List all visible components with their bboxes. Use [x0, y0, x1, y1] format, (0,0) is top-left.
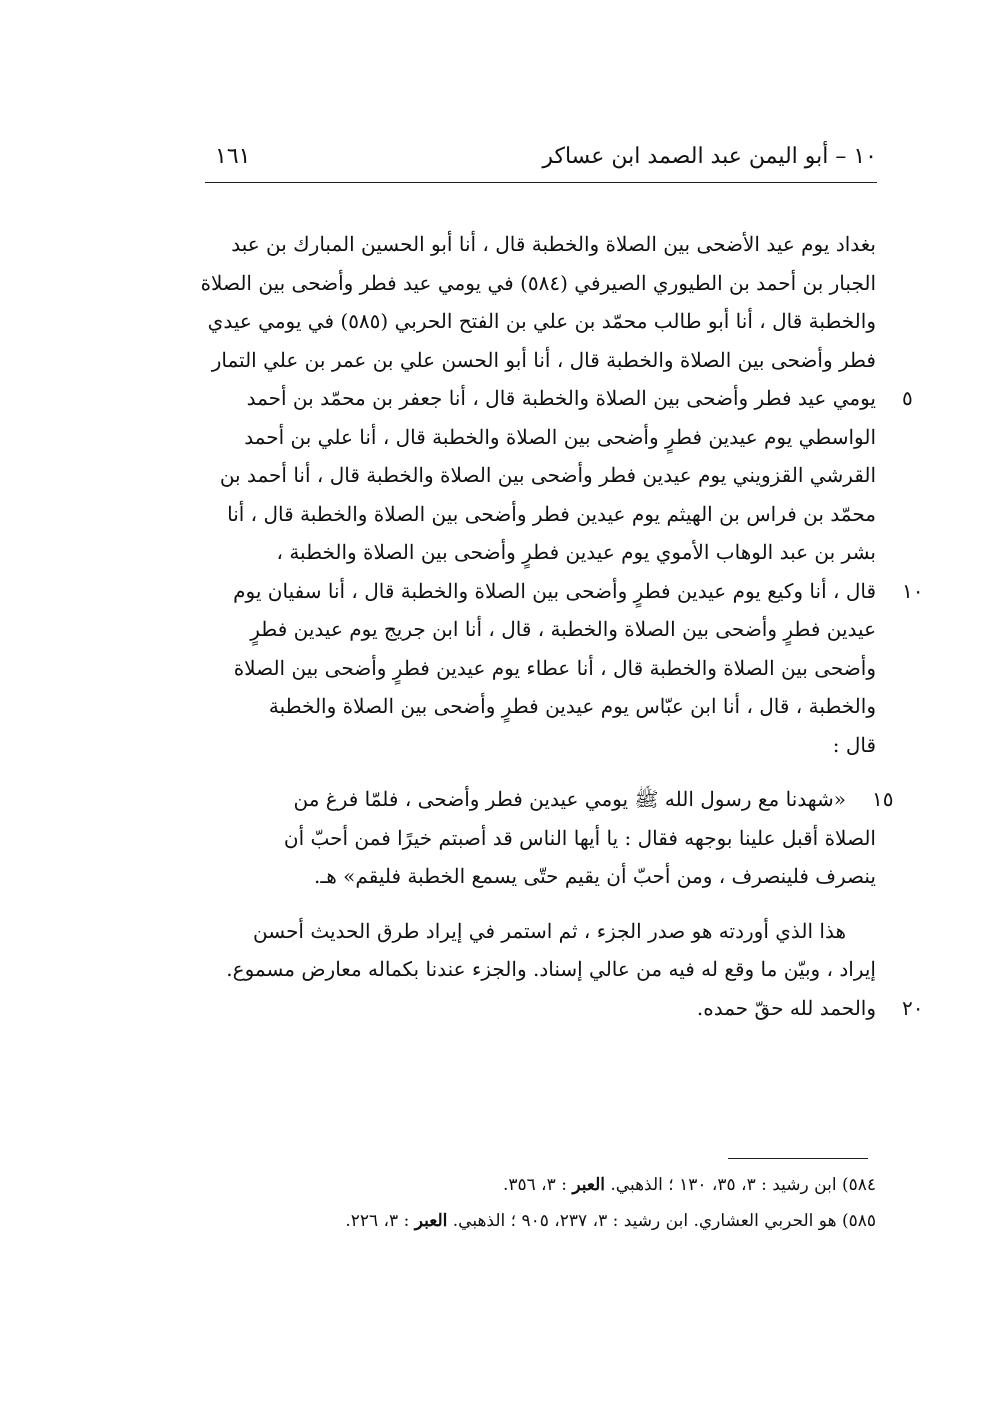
line-text: محمّد بن فراس بن الهيثم يوم عيدين فطر وأضحى بين الصلاة والخطبة قال ، أنا	[227, 501, 876, 526]
footnote-bold-title: العبر	[414, 1211, 448, 1231]
line-text: بغداد يوم عيد الأضحى بين الصلاة والخطبة قال ، أنا أبو الحسين المبارك بن عبد	[231, 232, 876, 256]
footnote-585	[240, 1203, 876, 1239]
body-text	[200, 225, 924, 1027]
line-text: قال :	[832, 732, 876, 757]
line-text: بشر بن عبد الوهاب الأموي يوم عيدين فطرٍ وأضحى بين الصلاة والخطبة ،	[276, 540, 876, 564]
line-text: والخطبة قال ، أنا أبو طالب محمّد بن علي بن الفتح الحربي (٥٨٥) في يومي عيدي	[207, 309, 876, 333]
text-line	[212, 456, 876, 495]
text-line	[212, 610, 876, 649]
text-line	[212, 572, 924, 611]
hadith-line	[212, 780, 894, 819]
footnote-tail: : ٣، ٣٥٦.	[502, 1175, 567, 1195]
line-text: الواسطي يوم عيدين فطرٍ وأضحى بين الصلاة والخطبة قال ، أنا علي بن أحمد	[244, 424, 876, 449]
line-text: عيدين فطرٍ وأضحى بين الصلاة والخطبة ، قال ، أنا ابن جريج يوم عيدين فطرٍ	[250, 617, 876, 641]
line-text: القرشي القزويني يوم عيدين فطر وأضحى بين الصلاة والخطبة قال ، أنا أحمد بن	[219, 463, 876, 487]
text-line	[212, 225, 876, 264]
line-text: يومي عيد فطر وأضحى بين الصلاة والخطبة قال ، أنا جعفر بن محمّد بن أحمد	[246, 386, 876, 410]
line-number: ٥	[902, 386, 913, 410]
hadith-line	[212, 819, 876, 858]
text-line	[212, 495, 876, 534]
line-text: «شهدنا مع رسول الله ﷺ يومي عيدين فطر وأضحى ، فلمّا فرغ من	[293, 787, 846, 811]
running-title: ١٠ – أبو اليمن عبد الصمد ابن عساكر	[542, 144, 877, 169]
paragraph-gap	[212, 764, 876, 780]
page-header	[205, 140, 877, 180]
footnotes	[240, 1167, 876, 1239]
footnote-number: ٥٨٥)	[841, 1211, 876, 1231]
hadith-line	[212, 857, 876, 896]
footnote-584	[240, 1167, 876, 1203]
line-text: والحمد لله حقّ حمده.	[696, 995, 876, 1020]
header-rule	[205, 182, 877, 183]
footnote-bold-title: العبر	[572, 1175, 605, 1195]
footnote-tail: : ٣، ٢٢٦.	[345, 1211, 410, 1231]
text-line	[207, 302, 876, 341]
text-line	[200, 264, 876, 303]
closing-line	[212, 989, 924, 1028]
text-line	[212, 726, 876, 765]
footnote-text: هو الحربي العشاري. ابن رشيد : ٣، ٢٣٧، ٩٠٥ ؛ الذهبي.	[452, 1211, 837, 1231]
text-line	[212, 379, 913, 418]
line-number: ١٥	[872, 787, 894, 811]
text-line	[212, 649, 876, 688]
text-line	[212, 533, 876, 572]
paragraph-gap	[212, 896, 876, 912]
line-number: ١٠	[902, 578, 924, 603]
footnote-text: ابن رشيد : ٣، ٣٥، ١٣٠ ؛ الذهبي.	[610, 1175, 837, 1195]
line-text: ينصرف فلينصرف ، ومن أحبّ أن يقيم حتّى يسمع الخطبة فليقم» هـ.	[314, 864, 876, 888]
line-text: إيراد ، وبيّن ما وقع له فيه من عالي إسناد. والجزء عندنا بكماله معارض مسموع.	[226, 957, 876, 981]
line-text: فطر وأضحى بين الصلاة والخطبة قال ، أنا أبو الحسن علي بن عمر بن علي التمار	[211, 347, 876, 372]
line-text: قال ، أنا وكيع يوم عيدين فطرٍ وأضحى بين الصلاة والخطبة قال ، أنا سفيان يوم	[233, 578, 876, 603]
page-number: ١٦١	[215, 144, 251, 169]
line-text: والخطبة ، قال ، أنا ابن عبّاس يوم عيدين فطرٍ وأضحى بين الصلاة والخطبة	[268, 694, 876, 718]
line-text: الجبار بن أحمد بن الطيوري الصيرفي (٥٨٤) في يومي عيد فطر وأضحى بين الصلاة	[200, 270, 876, 295]
line-text: هذا الذي أوردته هو صدر الجزء ، ثم استمر في إيراد طرق الحديث أحسن	[253, 918, 846, 943]
footnote-rule	[728, 1158, 868, 1159]
text-line	[212, 418, 876, 457]
footnote-number: ٥٨٤)	[841, 1175, 876, 1195]
closing-line	[212, 950, 876, 989]
text-line	[212, 341, 876, 380]
text-line	[212, 687, 876, 726]
closing-line	[212, 912, 876, 951]
line-number: ٢٠	[902, 995, 924, 1020]
line-text: الصلاة أقبل علينا بوجهه فقال : يا أيها الناس قد أصبتم خيرًا فمن أحبّ أن	[283, 825, 876, 850]
line-text: وأضحى بين الصلاة والخطبة قال ، أنا عطاء يوم عيدين فطرٍ وأضحى بين الصلاة	[233, 655, 876, 680]
